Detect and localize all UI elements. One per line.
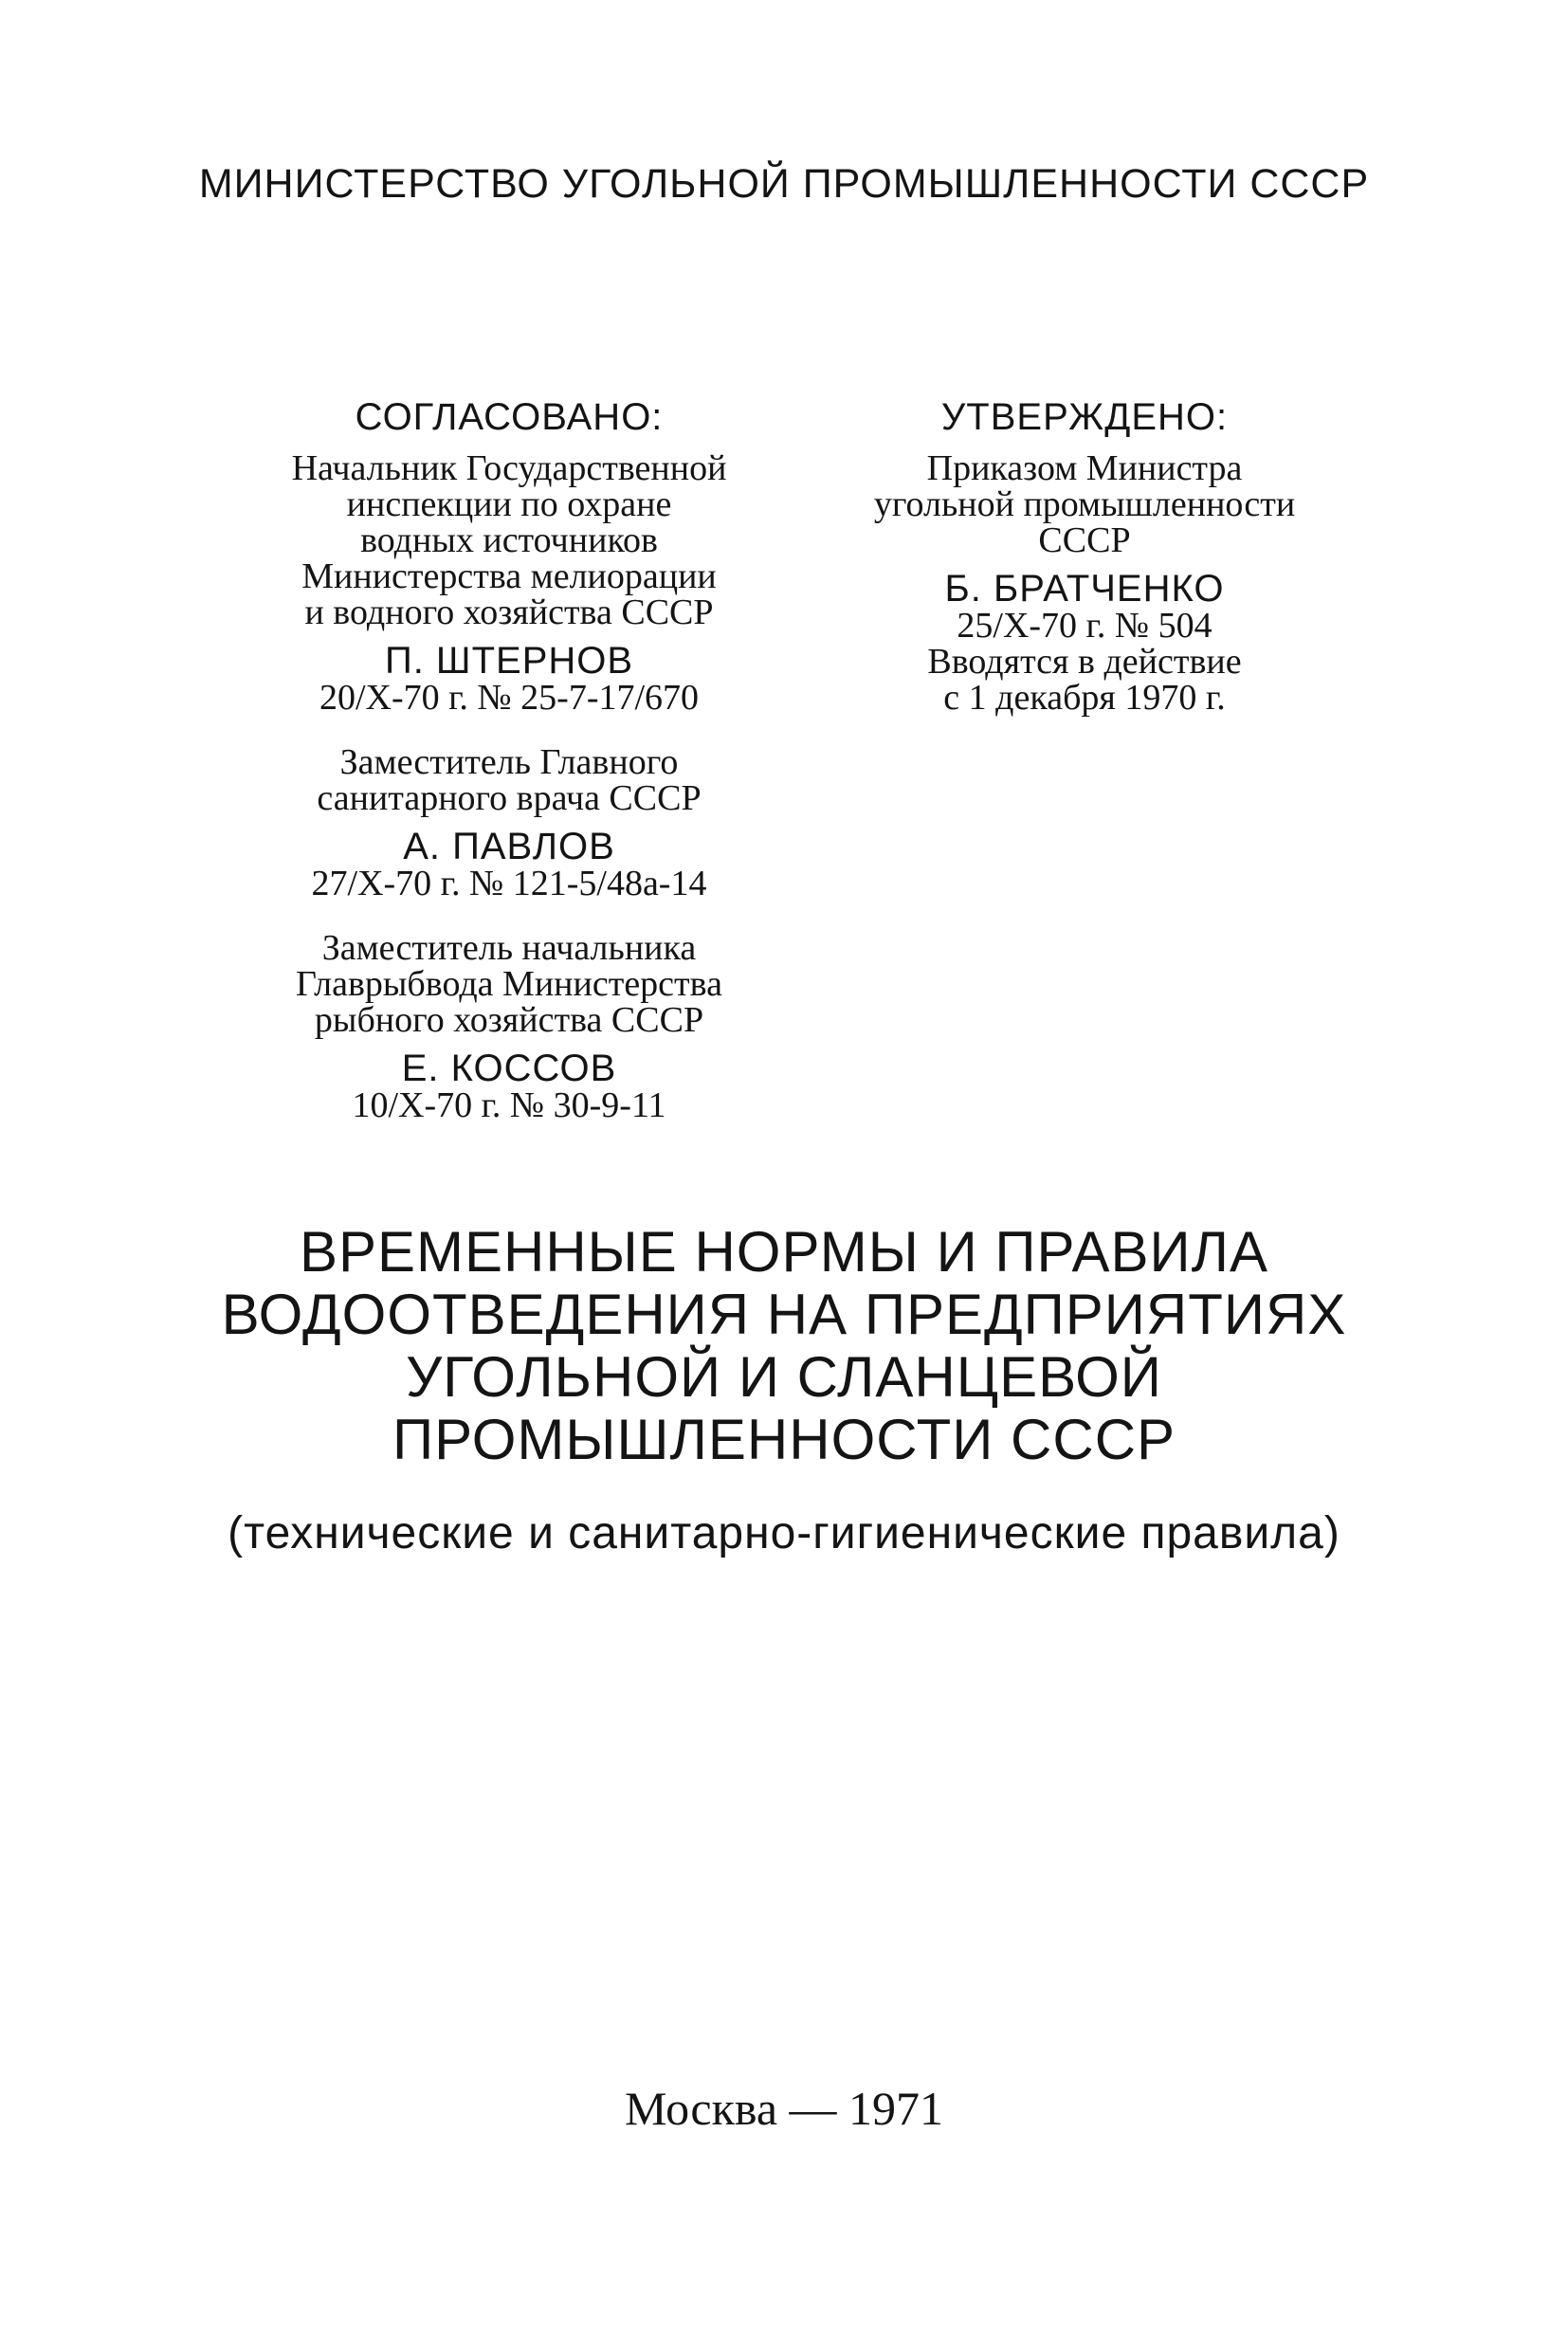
position-line: Заместитель начальника bbox=[321, 928, 697, 968]
position-line: водных источников bbox=[360, 520, 658, 560]
position-line: Министерства мелиорации bbox=[301, 556, 717, 596]
position-line: Заместитель Главного bbox=[339, 742, 679, 782]
order-line: угольной промышленности bbox=[873, 484, 1296, 524]
approval-signature bbox=[168, 1049, 850, 1123]
order-line: Приказом Министра bbox=[926, 448, 1243, 488]
document-reference: 20/Х-70 г. № 25-7-17/670 bbox=[319, 678, 700, 718]
signatory-name: П. ШТЕРНОВ bbox=[384, 640, 634, 682]
approvals-heading: СОГЛАСОВАНО: bbox=[355, 396, 664, 438]
document-reference: 10/Х-70 г. № 30-9-11 bbox=[352, 1085, 666, 1125]
title-line: УГОЛЬНОЙ И СЛАНЦЕВОЙ bbox=[406, 1345, 1162, 1409]
approval-block-kossov bbox=[168, 930, 850, 1123]
approved-by-order bbox=[743, 450, 1426, 558]
document-title bbox=[0, 1221, 1568, 1471]
signatory-name: А. ПАВЛОВ bbox=[403, 826, 615, 867]
publication-place-year: Москва — 1971 bbox=[624, 2082, 944, 2135]
approval-position bbox=[168, 930, 850, 1038]
approved-heading: УТВЕРЖДЕНО: bbox=[940, 396, 1229, 438]
title-line: ВРЕМЕННЫЕ НОРМЫ И ПРАВИЛА bbox=[299, 1220, 1269, 1284]
effective-line: с 1 декабря 1970 г. bbox=[943, 678, 1226, 718]
position-line: Главрыбвода Министерства bbox=[296, 964, 722, 1004]
document-reference: 27/Х-70 г. № 121-5/48а-14 bbox=[311, 864, 707, 903]
approved-signature bbox=[743, 570, 1426, 716]
title-line: ПРОМЫШЛЕННОСТИ СССР bbox=[392, 1408, 1176, 1471]
effective-line: Вводятся в действие bbox=[927, 642, 1242, 682]
position-line: рыбного хозяйства СССР bbox=[314, 1000, 704, 1040]
position-line: Начальник Государственной bbox=[291, 448, 727, 488]
approval-position bbox=[168, 744, 850, 816]
position-line: и водного хозяйства СССР bbox=[304, 592, 714, 632]
approved-column bbox=[743, 396, 1426, 716]
ministry-header: МИНИСТЕРСТВО УГОЛЬНОЙ ПРОМЫШЛЕННОСТИ СССР bbox=[198, 161, 1370, 207]
document-subtitle: (технические и санитарно-гигиенические правила) bbox=[228, 1508, 1340, 1558]
document-reference: 25/Х-70 г. № 504 bbox=[957, 606, 1212, 646]
signatory-name: Е. КОССОВ bbox=[401, 1048, 617, 1089]
title-line: ВОДООТВЕДЕНИЯ НА ПРЕДПРИЯТИЯХ bbox=[221, 1283, 1347, 1346]
order-line: СССР bbox=[1038, 520, 1131, 560]
position-line: санитарного врача СССР bbox=[317, 778, 702, 818]
signatory-name: Б. БРАТЧЕНКО bbox=[944, 568, 1225, 610]
approval-block-pavlov bbox=[168, 744, 850, 902]
approval-signature bbox=[168, 828, 850, 902]
position-line: инспекции по охране bbox=[346, 484, 672, 524]
